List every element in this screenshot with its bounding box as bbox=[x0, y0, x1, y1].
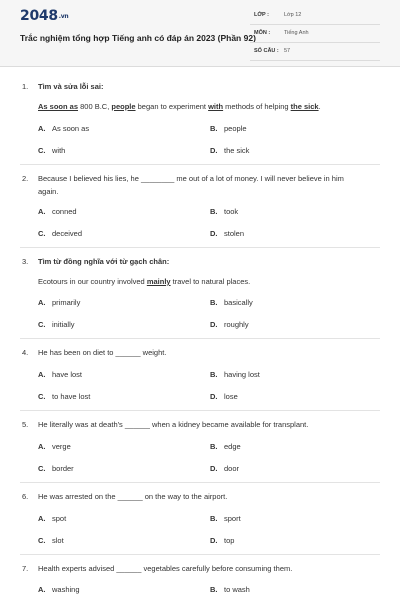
option-d[interactable]: D. stolen bbox=[210, 229, 245, 238]
logo-suffix: .vn bbox=[58, 12, 69, 20]
site-logo[interactable] bbox=[20, 8, 68, 24]
option-a[interactable]: A. washing bbox=[38, 585, 80, 594]
meta-key: SỐ CÂU : bbox=[254, 48, 279, 54]
meta-row-subject bbox=[250, 24, 380, 43]
meta-value: Lớp 12 bbox=[284, 12, 302, 18]
meta-row-class bbox=[250, 6, 380, 25]
divider bbox=[20, 247, 380, 248]
option-b[interactable]: B. basically bbox=[210, 298, 253, 307]
option-a[interactable]: A. have lost bbox=[38, 370, 83, 379]
question-text: He was arrested on the ______ on the way to the airport. bbox=[38, 492, 228, 501]
option-d[interactable]: D. lose bbox=[210, 392, 238, 401]
question-number: 2. bbox=[22, 174, 29, 183]
question-number: 5. bbox=[22, 420, 29, 429]
question-number: 7. bbox=[22, 564, 29, 573]
option-b[interactable]: B. having lost bbox=[210, 370, 260, 379]
page-header bbox=[0, 0, 400, 67]
option-a[interactable]: A. verge bbox=[38, 442, 71, 451]
underlined-phrase: with bbox=[208, 102, 224, 111]
question-number: 6. bbox=[22, 492, 29, 501]
question-number: 3. bbox=[22, 257, 29, 266]
option-d[interactable]: D. roughly bbox=[210, 320, 249, 329]
question-instruction: Tìm từ đồng nghĩa với từ gạch chân: bbox=[38, 257, 170, 266]
option-a[interactable]: A. spot bbox=[38, 514, 67, 523]
option-c[interactable]: C. deceived bbox=[38, 229, 83, 238]
option-c[interactable]: C. border bbox=[38, 464, 74, 473]
question-text: Health experts advised ______ vegetables carefully before consuming them. bbox=[38, 564, 293, 573]
meta-value: 57 bbox=[284, 48, 291, 54]
meta-row-count bbox=[250, 42, 380, 61]
question-number: 4. bbox=[22, 348, 29, 357]
divider bbox=[20, 338, 380, 339]
option-a[interactable]: A. conned bbox=[38, 207, 77, 216]
question-text: He has been on diet to ______ weight. bbox=[38, 348, 167, 357]
option-b[interactable]: B. took bbox=[210, 207, 239, 216]
option-c[interactable]: C. to have lost bbox=[38, 392, 91, 401]
option-c[interactable]: C. with bbox=[38, 146, 66, 155]
meta-key: LỚP : bbox=[254, 12, 269, 18]
option-d[interactable]: D. the sick bbox=[210, 146, 250, 155]
question-number: 1. bbox=[22, 82, 29, 91]
divider bbox=[20, 164, 380, 165]
underlined-phrase: people bbox=[111, 102, 136, 111]
option-a[interactable]: A. As soon as bbox=[38, 124, 90, 133]
question-text: He literally was at death's ______ when a kidney became available for transplant. bbox=[38, 420, 309, 429]
option-d[interactable]: D. door bbox=[210, 464, 240, 473]
question-sentence: Ecotours in our country involved mainly travel to natural places. bbox=[38, 277, 251, 286]
divider bbox=[20, 554, 380, 555]
logo-text: 2048 bbox=[20, 8, 58, 24]
question-text: Because I believed his lies, he ________ me out of a lot of money. I will never believe in him again. bbox=[38, 174, 344, 196]
option-b[interactable]: B. edge bbox=[210, 442, 241, 451]
option-b[interactable]: B. people bbox=[210, 124, 247, 133]
option-c[interactable]: C. initially bbox=[38, 320, 75, 329]
underlined-word: mainly bbox=[146, 277, 171, 286]
underlined-phrase: As soon as bbox=[38, 102, 79, 111]
meta-key: MÔN : bbox=[254, 30, 271, 36]
meta-value: Tiếng Anh bbox=[284, 30, 309, 36]
underlined-phrase: the sick bbox=[290, 102, 319, 111]
divider bbox=[20, 482, 380, 483]
option-b[interactable]: B. to wash bbox=[210, 585, 250, 594]
document-title: Trắc nghiệm tổng hợp Tiếng anh có đáp án 2023 (Phần 92) bbox=[20, 33, 256, 43]
divider bbox=[20, 410, 380, 411]
option-a[interactable]: A. primarily bbox=[38, 298, 81, 307]
option-d[interactable]: D. top bbox=[210, 536, 235, 545]
question-instruction: Tìm và sửa lỗi sai: bbox=[38, 82, 104, 91]
option-b[interactable]: B. sport bbox=[210, 514, 241, 523]
question-sentence: As soon as 800 B.C, people began to experiment with methods of helping the sick. bbox=[38, 102, 321, 111]
option-c[interactable]: C. slot bbox=[38, 536, 64, 545]
